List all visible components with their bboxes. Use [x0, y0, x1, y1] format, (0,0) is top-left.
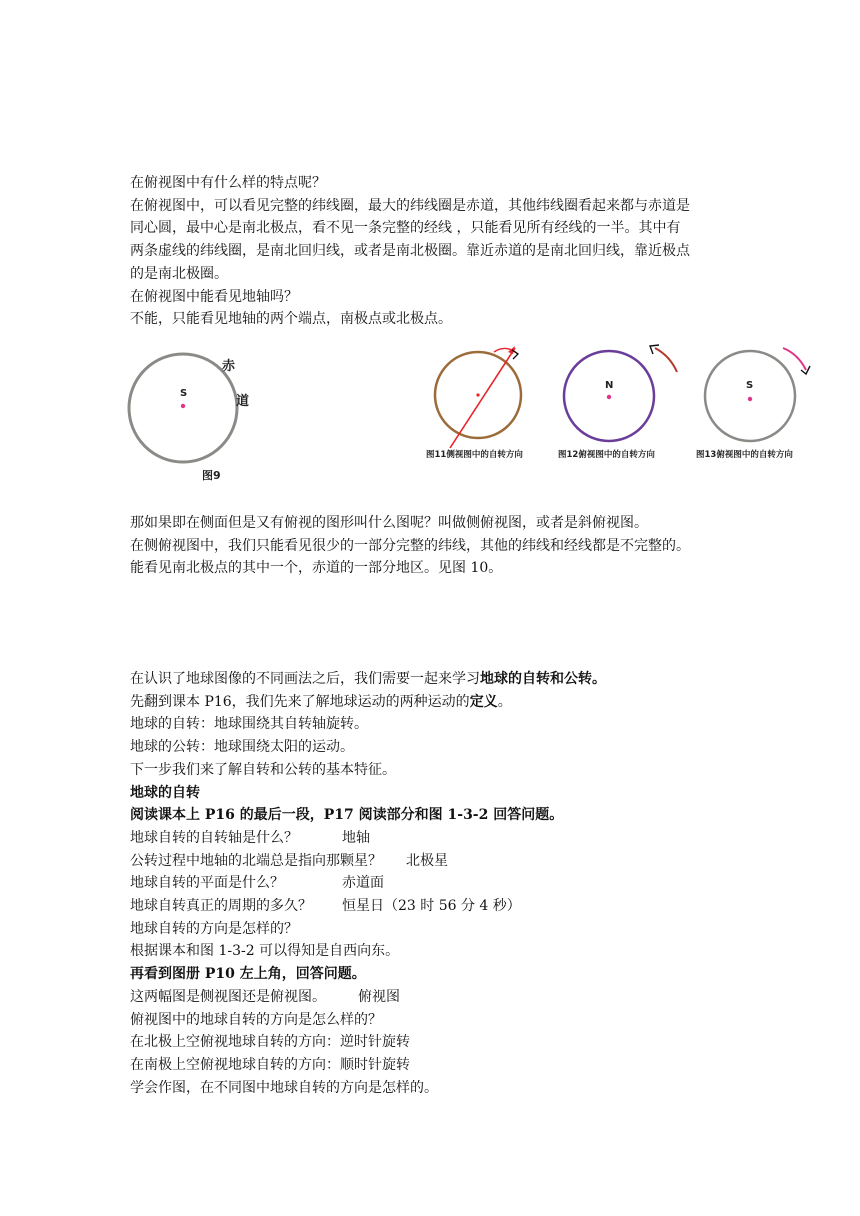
figure-caption: 图12俯视图中的自转方向 — [558, 450, 655, 460]
rotation-arrow-clockwise — [783, 348, 806, 370]
answer: 赤道面 — [342, 875, 384, 892]
question: 地球自转的自转轴是什么？ — [130, 829, 298, 846]
center-dot — [476, 393, 479, 396]
p16-bold-text: 定义 — [469, 693, 498, 710]
qa-row — [130, 850, 740, 873]
paragraph-line: 那如果即在侧面但是又有俯视的图形叫什么图呢？叫做侧俯视图，或者是斜俯视图。 — [130, 515, 648, 531]
paragraph-line: 不能，只能看见地轴的两个端点，南极点或北极点。 — [130, 311, 452, 328]
section-top-view-features — [130, 172, 740, 331]
question: 公转过程中地轴的北端总是指向那颗星？ — [130, 852, 382, 869]
paragraph-line — [130, 668, 740, 691]
figure-11 — [420, 340, 540, 470]
answer: 地轴 — [342, 829, 370, 846]
paragraph-line: 同心圆，最中心是南北极点，看不见一条完整的经线 ，只能看见所有经线的一半。其中有 — [130, 220, 681, 237]
figure-caption: 图9 — [202, 469, 221, 482]
question: 这两幅图是侧视图还是俯视图。 — [130, 988, 326, 1005]
paragraph-line: 能看见南北极点的其中一个，赤道的一部分地区。见图 10。 — [130, 560, 503, 577]
answer: 恒星日（23 时 56 分 4 秒） — [342, 898, 521, 915]
figures-row — [120, 340, 820, 490]
paragraph-line: 地球自转的方向是怎样的？ — [130, 920, 298, 937]
reading-instruction: 阅读课本上 P16 的最后一段，P17 阅读部分和图 1-3-2 回答问题。 — [130, 807, 564, 824]
pole-dot — [181, 404, 185, 408]
equator-label-2: 道 — [236, 394, 250, 409]
figure-12 — [550, 340, 685, 470]
atlas-instruction: 再看到图册 P10 左上角，回答问题。 — [130, 966, 366, 983]
equator-circle — [705, 351, 795, 441]
paragraph-line: 在俯视图中能看见地轴吗？ — [130, 288, 298, 305]
figure-caption: 图13俯视图中的自转方向 — [696, 450, 793, 460]
earth-axis — [450, 348, 515, 448]
rotation-arrowhead — [512, 350, 518, 359]
paragraph-line: 的是南北极圈。 — [130, 265, 228, 282]
p16-post-text: 。 — [497, 693, 512, 710]
pole-dot — [607, 395, 611, 399]
question: 地球自转真正的周期的多久？ — [130, 898, 312, 915]
qa-row — [130, 872, 740, 895]
paragraph-line: 下一步我们来了解自转和公转的基本特征。 — [130, 761, 396, 778]
intro-bold-text: 地球的自转和公转。 — [480, 671, 606, 687]
figure-caption: 图11侧视图中的自转方向 — [426, 450, 523, 460]
paragraph-line: 在侧俯视图中，我们只能看见很少的一部分完整的纬线，其他的纬线和经线都是不完整的。 — [130, 537, 690, 554]
revolution-definition: 地球的公转：地球围绕太阳的运动。 — [130, 739, 354, 756]
intro-text: 在认识了地球图像的不同画法之后，我们需要一起来学习 — [130, 671, 480, 687]
section-heading: 地球的自转 — [130, 784, 200, 801]
paragraph-line — [130, 691, 740, 714]
section-rotation-revolution — [130, 668, 740, 1099]
pole-label: S — [180, 388, 188, 399]
p16-text: 先翻到课本 P16，我们先来了解地球运动的两种运动的 — [130, 693, 470, 710]
rotation-definition: 地球的自转：地球围绕其自转轴旋转。 — [130, 716, 368, 733]
figure-13 — [688, 340, 828, 470]
qa-row — [130, 895, 740, 918]
equator-label-1: 赤 — [222, 359, 236, 374]
figure-9 — [120, 340, 270, 490]
answer: 北极星 — [406, 852, 448, 869]
paragraph-line: 两条虚线的纬线圈，是南北回归线，或者是南北极圈。靠近赤道的是南北回归线，靠近极点 — [130, 243, 690, 260]
paragraph-line: 在北极上空俯视地球自转的方向：逆时针旋转 — [130, 1034, 410, 1051]
pole-label: S — [746, 380, 754, 391]
paragraph-line: 俯视图中的地球自转的方向是怎么样的？ — [130, 1011, 382, 1028]
pole-dot — [748, 397, 752, 401]
paragraph-line: 在南极上空俯视地球自转的方向：顺时针旋转 — [130, 1056, 410, 1073]
paragraph-line: 学会作图，在不同图中地球自转的方向是怎样的。 — [130, 1079, 438, 1096]
rotation-arrow-counterclockwise — [655, 348, 677, 372]
qa-row — [130, 827, 740, 850]
pole-label: N — [605, 380, 614, 391]
question: 地球自转的平面是什么？ — [130, 875, 284, 892]
answer: 俯视图 — [358, 988, 400, 1005]
qa-row — [130, 986, 740, 1009]
paragraph-line: 在俯视图中，可以看见完整的纬线圈，最大的纬线圈是赤道，其他纬线圈看起来都与赤道是 — [130, 197, 690, 214]
paragraph-line: 在俯视图中有什么样的特点呢？ — [130, 175, 326, 191]
paragraph-line: 根据课本和图 1-3-2 可以得知是自西向东。 — [130, 943, 400, 960]
section-side-top-view — [130, 512, 740, 580]
